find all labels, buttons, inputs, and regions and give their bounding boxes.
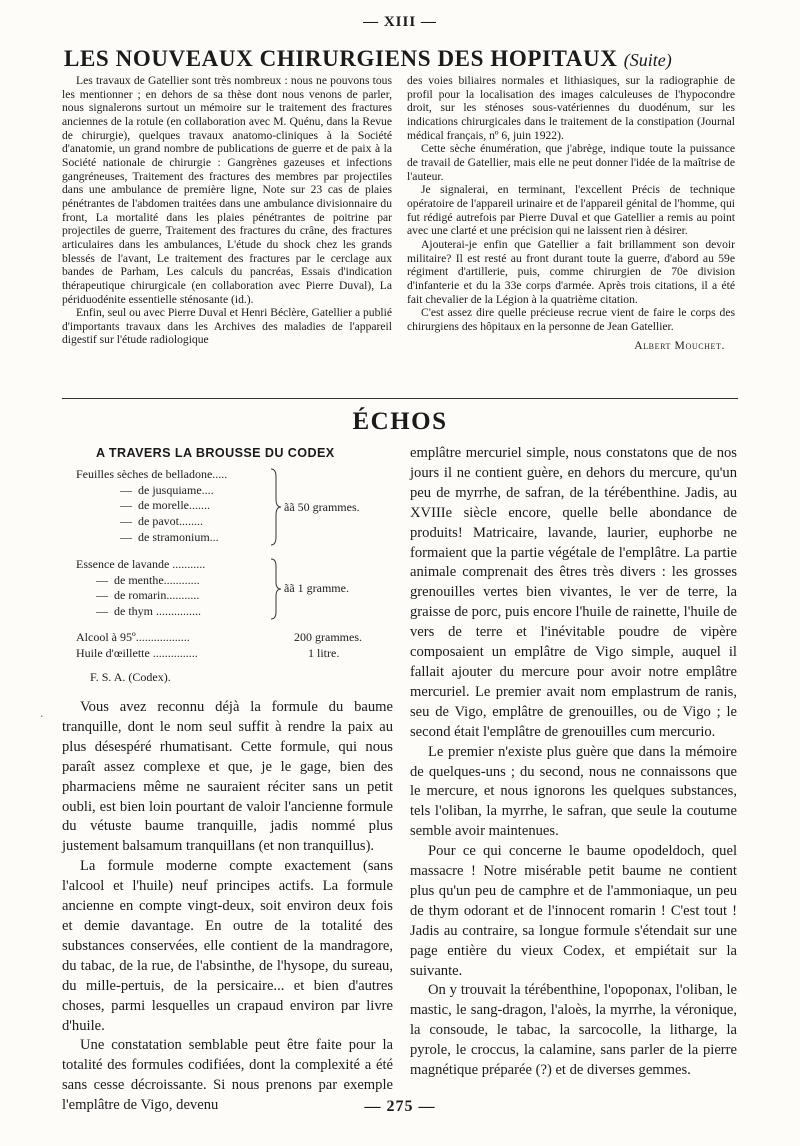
recipe-line: Essence de lavande ........... (76, 557, 206, 571)
recipe-line: — de menthe............ (96, 572, 200, 587)
recipe-amount: ãã 1 gramme. (284, 581, 349, 595)
title-suite: (Suite) (623, 50, 672, 70)
echos-paragraph: Pour ce qui concerne le baume opodeldoch, quel massacre ! Notre misérable petit baume ne contient plus qu'un peu de camphre et de l'ammoniaque, un peu de thym odorant et de l'innocent romarin ! C'est tout ! Jadis au contraire, sa longue formule s'étendait sur une page entière du vieux Codex, et empiétait sur la suivante. (410, 843, 737, 979)
recipe-fsa: F. S. A. (Codex). (90, 670, 171, 684)
article-right-column (407, 74, 735, 353)
recipe-line: — de thym ............... (96, 604, 201, 619)
margin-mark: · (40, 710, 44, 723)
echos-paragraph: La formule moderne compte exactement (sans l'alcool et l'huile) neuf principes actifs. La formule ancienne en compte vingt-deux, soit environ deux fois et demie davantage. En outre de la totalité des substances conservées, elle contient de la mandragore, du tabac, de la rue, de l'absinthe, de l'hysope, du sureau, du mille-pertuis, de la persicaire... et bien d'autres choses, parmi lesquelles un crapaud environ par livre d'huile. (62, 858, 393, 1034)
article-paragraph: des voies biliaires normales et lithiasiques, sur la radiographie de profil pour la localisation des images calculeuses de l'hypocondre droit, sur les sténoses sous-vatériennes du duodénum, sur les indications chirurgicales dans le traitement de la constipation (Journal médical français, nº 6, juin 1922). (407, 74, 735, 142)
recipe-line: — de jusquiame.... (120, 482, 214, 497)
echos-paragraph: Le premier n'existe plus guère que dans la mémoire de quelques-uns ; du second, nous ne connaissons que le mercure, et nous ignorons les quelques substances, tels l'oliban, la myrrhe, le safran, que seule la coutume semble avoir maintenues. (410, 743, 737, 840)
section-divider (62, 398, 738, 399)
title-text: LES NOUVEAUX CHIRURGIENS DES HOPITAUX (64, 46, 618, 71)
recipe-line: Alcool à 95º.................. 200 grammes. (76, 630, 362, 644)
recipe-group-2 (76, 557, 396, 620)
article-paragraph: Enfin, seul ou avec Pierre Duval et Henri Béclère, Gatellier a publié d'importants travaux dans les Archives des maladies de l'appareil digestif sur l'étude radiologique (62, 306, 392, 347)
echos-left-column (62, 698, 393, 1116)
article-paragraph: C'est assez dire quelle précieuse recrue vient de faire le corps des chirurgiens des hôpitaux en la personne de Jean Gatellier. (407, 306, 735, 333)
brace-icon (268, 467, 282, 547)
recipe-liquids (76, 630, 396, 661)
echos-paragraph: emplâtre mercuriel simple, nous constatons que de nos jours il ne contient guère, en dehors du mercure, qu'un peu de myrrhe, de safran, de la térébenthine. Jadis, au XVIIIe siècle encore, quelle belle abondance de produits! Matricaire, lavande, laurier, euphorbe ne formaient que la partie végétale de l'emplâtre. La partie animale comprenait des êtres très divers : les grosses grenouilles vertes bien vivantes, le ver de terre, la graisse de porc, puis encore l'huile de rainette, l'huile de vers de terre et l'inévitable poudre de vipère composaient un emplâtre de Vigo simple, auquel il fallait ajouter du mercure pour avoir notre emplâtre mercuriel. Le premier avait nom emplastrum de ranis, seu de Vigo, emplâtre de grenouilles, ou de Vigo ; le second était l'emplâtre de grenouilles cum mercurio. (410, 445, 737, 740)
page-number-roman: — XIII — (363, 14, 437, 30)
recipe-line: — de morelle....... (120, 498, 210, 513)
article-paragraph: Cette sèche énumération, que j'abrège, indique toute la puissance de travail de Gatellier, mais elle ne peut donner l'idée de la maîtrise de l'auteur. (407, 142, 735, 183)
article-paragraph: Je signalerai, en terminant, l'excellent Précis de technique opératoire de l'appareil urinaire et de l'appareil génital de l'homme, qui fut rédigé autrefois par Pierre Duval et que Gatellier a remis au point avec une clarté et une précision qui ne laissent rien à désirer. (407, 183, 735, 238)
recipe-line: Feuilles sèches de belladone..... (76, 467, 228, 481)
echos-right-column (410, 444, 737, 1081)
article-paragraph: Les travaux de Gatellier sont très nombreux : nous ne pouvons tous les mentionner ; en dehors de sa thèse dont nous venons de parler, nous signalerons surtout un mémoire sur le traitement des fractures anciennes de la rotule (en collaboration avec M. Quénu, dans la Revue de chirurgie), quelques travaux anatomo-cliniques à la Société d'anatomie, un grand nombre de publications de guerre et de paix à la Société nationale de chirurgie : Gangrènes gazeuses et infections gangréneuses, Traitement des fractures des membres par projectiles dans une ambulance de première ligne, Note sur 23 cas de plaies pénétrantes de l'abdomen traitées dans une ambulance divisionnaire du front, La mortalité dans les plaies pénétrantes de poitrine par projectiles de guerre, Traitement des fractures du crâne, des fractures articulaires dans les ambulances, L'étude du shock chez les grands blessés de l'avant, Le traitement des fractures par le cerclage aux bandes de Parham, Les calculs du pancréas, Essais d'indication thérapeutique chirurgicale (en collaboration avec Pierre Duval), La périduodénite essentielle sténosante (id.). (62, 74, 392, 306)
article-left-column (62, 74, 392, 347)
article-paragraph: Ajouterai-je enfin que Gatellier a fait brillamment son devoir militaire? Il est resté au front durant toute la guerre, d'abord au 59e régiment d'artillerie, puis, comme chirurgien de 70e division d'infanterie et du la 33e corps d'armée. Après trois citations, il a été fait chevalier de la Légion à la quatrième citation. (407, 237, 735, 306)
echos-paragraph: Une constatation semblable peut être faite pour la totalité des formules codifiées, dont la complexité a été sans cesse décroissante. Si nous prenons par exemple l'emplâtre de Vigo, devenu (62, 1037, 393, 1114)
brace-icon (268, 557, 282, 621)
recipe-line: Huile d'œillette ............... 1 litre. (76, 645, 340, 660)
echos-paragraph: Vous avez reconnu déjà la formule du baume tranquille, dont le nom seul suffit à rendre la paix au plus désespéré rhumatisant. Cette formule, qui nous paraît assez complexe et que, je le gage, bien des pharmaciens même ne sauraient réciter sans un petit oubli, est bien loin pourtant de valoir l'ancienne formule du vétuste baume tranquille, jadis nommé plus justement balsamum tranquillans (et non tranquillus). (62, 699, 393, 855)
echos-heading: ÉCHOS (352, 408, 448, 435)
recipe-line: — de romarin........... (96, 588, 200, 603)
recipe-line: — de pavot........ (120, 514, 203, 529)
recipe-amount: ãã 50 grammes. (284, 500, 360, 514)
article-title (64, 46, 744, 72)
signature: Albert Mouchet. (634, 339, 725, 353)
recipe-line: — de stramonium... (120, 529, 219, 544)
echos-subheading: A TRAVERS LA BROUSSE DU CODEX (96, 446, 335, 460)
page-number: — 275 — (364, 1098, 436, 1115)
recipe-group-1 (76, 467, 396, 545)
echos-paragraph: On y trouvait la térébenthine, l'opoponax, l'oliban, le mastic, le sang-dragon, l'aloès, la myrrhe, la véronique, la consoude, le tabac, la sarcocolle, la litharge, la pyrole, le croccus, la calamine, sans parler de la pierre magnétique préparée (?) et de diverses gemmes. (410, 982, 737, 1079)
